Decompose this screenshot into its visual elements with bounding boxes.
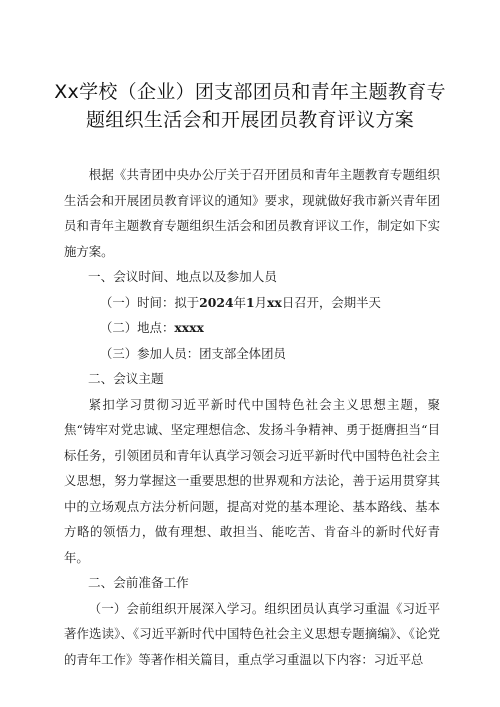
meeting-attendees-item: （三）参加人员：团支部全体团员: [100, 345, 286, 361]
time-month-unit: 月: [254, 294, 268, 310]
time-month: 1: [246, 294, 255, 310]
location-prefix: （二）地点：: [100, 320, 175, 335]
location-value: xxxx: [174, 320, 204, 335]
title-line-2: 题组织生活会和开展团员教育评议方案: [85, 109, 415, 131]
document-title: [40, 78, 460, 134]
time-year: 2024: [199, 294, 234, 310]
preparation-paragraph: （一）会前组织开展深入学习。组织团员认真学习重温《习近平著作选读》、《习近平新时代中国特色社会主义思想专题摘编》、《论党的青年工作》等著作相关篇目，重点学习重温以下内容：习近平总: [64, 600, 440, 667]
time-prefix: （一）时间：拟于: [100, 294, 200, 310]
intro-paragraph: 根据《共青团中央办公厅关于召开团员和青年主题教育专题组织生活会和开展团员教育评议的通知》要求，现就做好我市新兴青年团员和青年主题教育专题组织生活会和团员教育评议工作，制定如下实施方案。: [64, 167, 440, 259]
title-line-1: Xx学校（企业）团支部团员和青年主题教育专: [54, 81, 446, 103]
document-body: [64, 162, 440, 672]
section-heading-1: 一、会议时间、地点以及参加人员: [88, 269, 277, 284]
theme-paragraph: 紧扣学习贯彻习近平新时代中国特色社会主义思想主题，聚焦“铸牢对党忠诚、坚定理想信念、发扬斗争精神、勇于挺膺担当“目标任务，引领团员和青年认真学习领会习近平新时代中国特色社会主义思想，努力掌握这一重要思想的世界观和方法论，善于运用贯穿其中的立场观点方法分析问题，提高对党的基本理论、基本路线、基本方略的领悟力，做有理想、敢担当、能吃苦、肯奋斗的新时代好青年。: [64, 396, 440, 565]
time-suffix: 日召开，会期半天: [281, 294, 381, 310]
meeting-time-item: [64, 290, 440, 316]
time-day: xx: [267, 294, 282, 310]
section-heading-3: 二、会前准备工作: [88, 575, 189, 590]
section-heading-2: 二、会议主题: [88, 371, 164, 386]
meeting-location-item: [64, 315, 440, 341]
time-year-unit: 年: [233, 294, 247, 310]
